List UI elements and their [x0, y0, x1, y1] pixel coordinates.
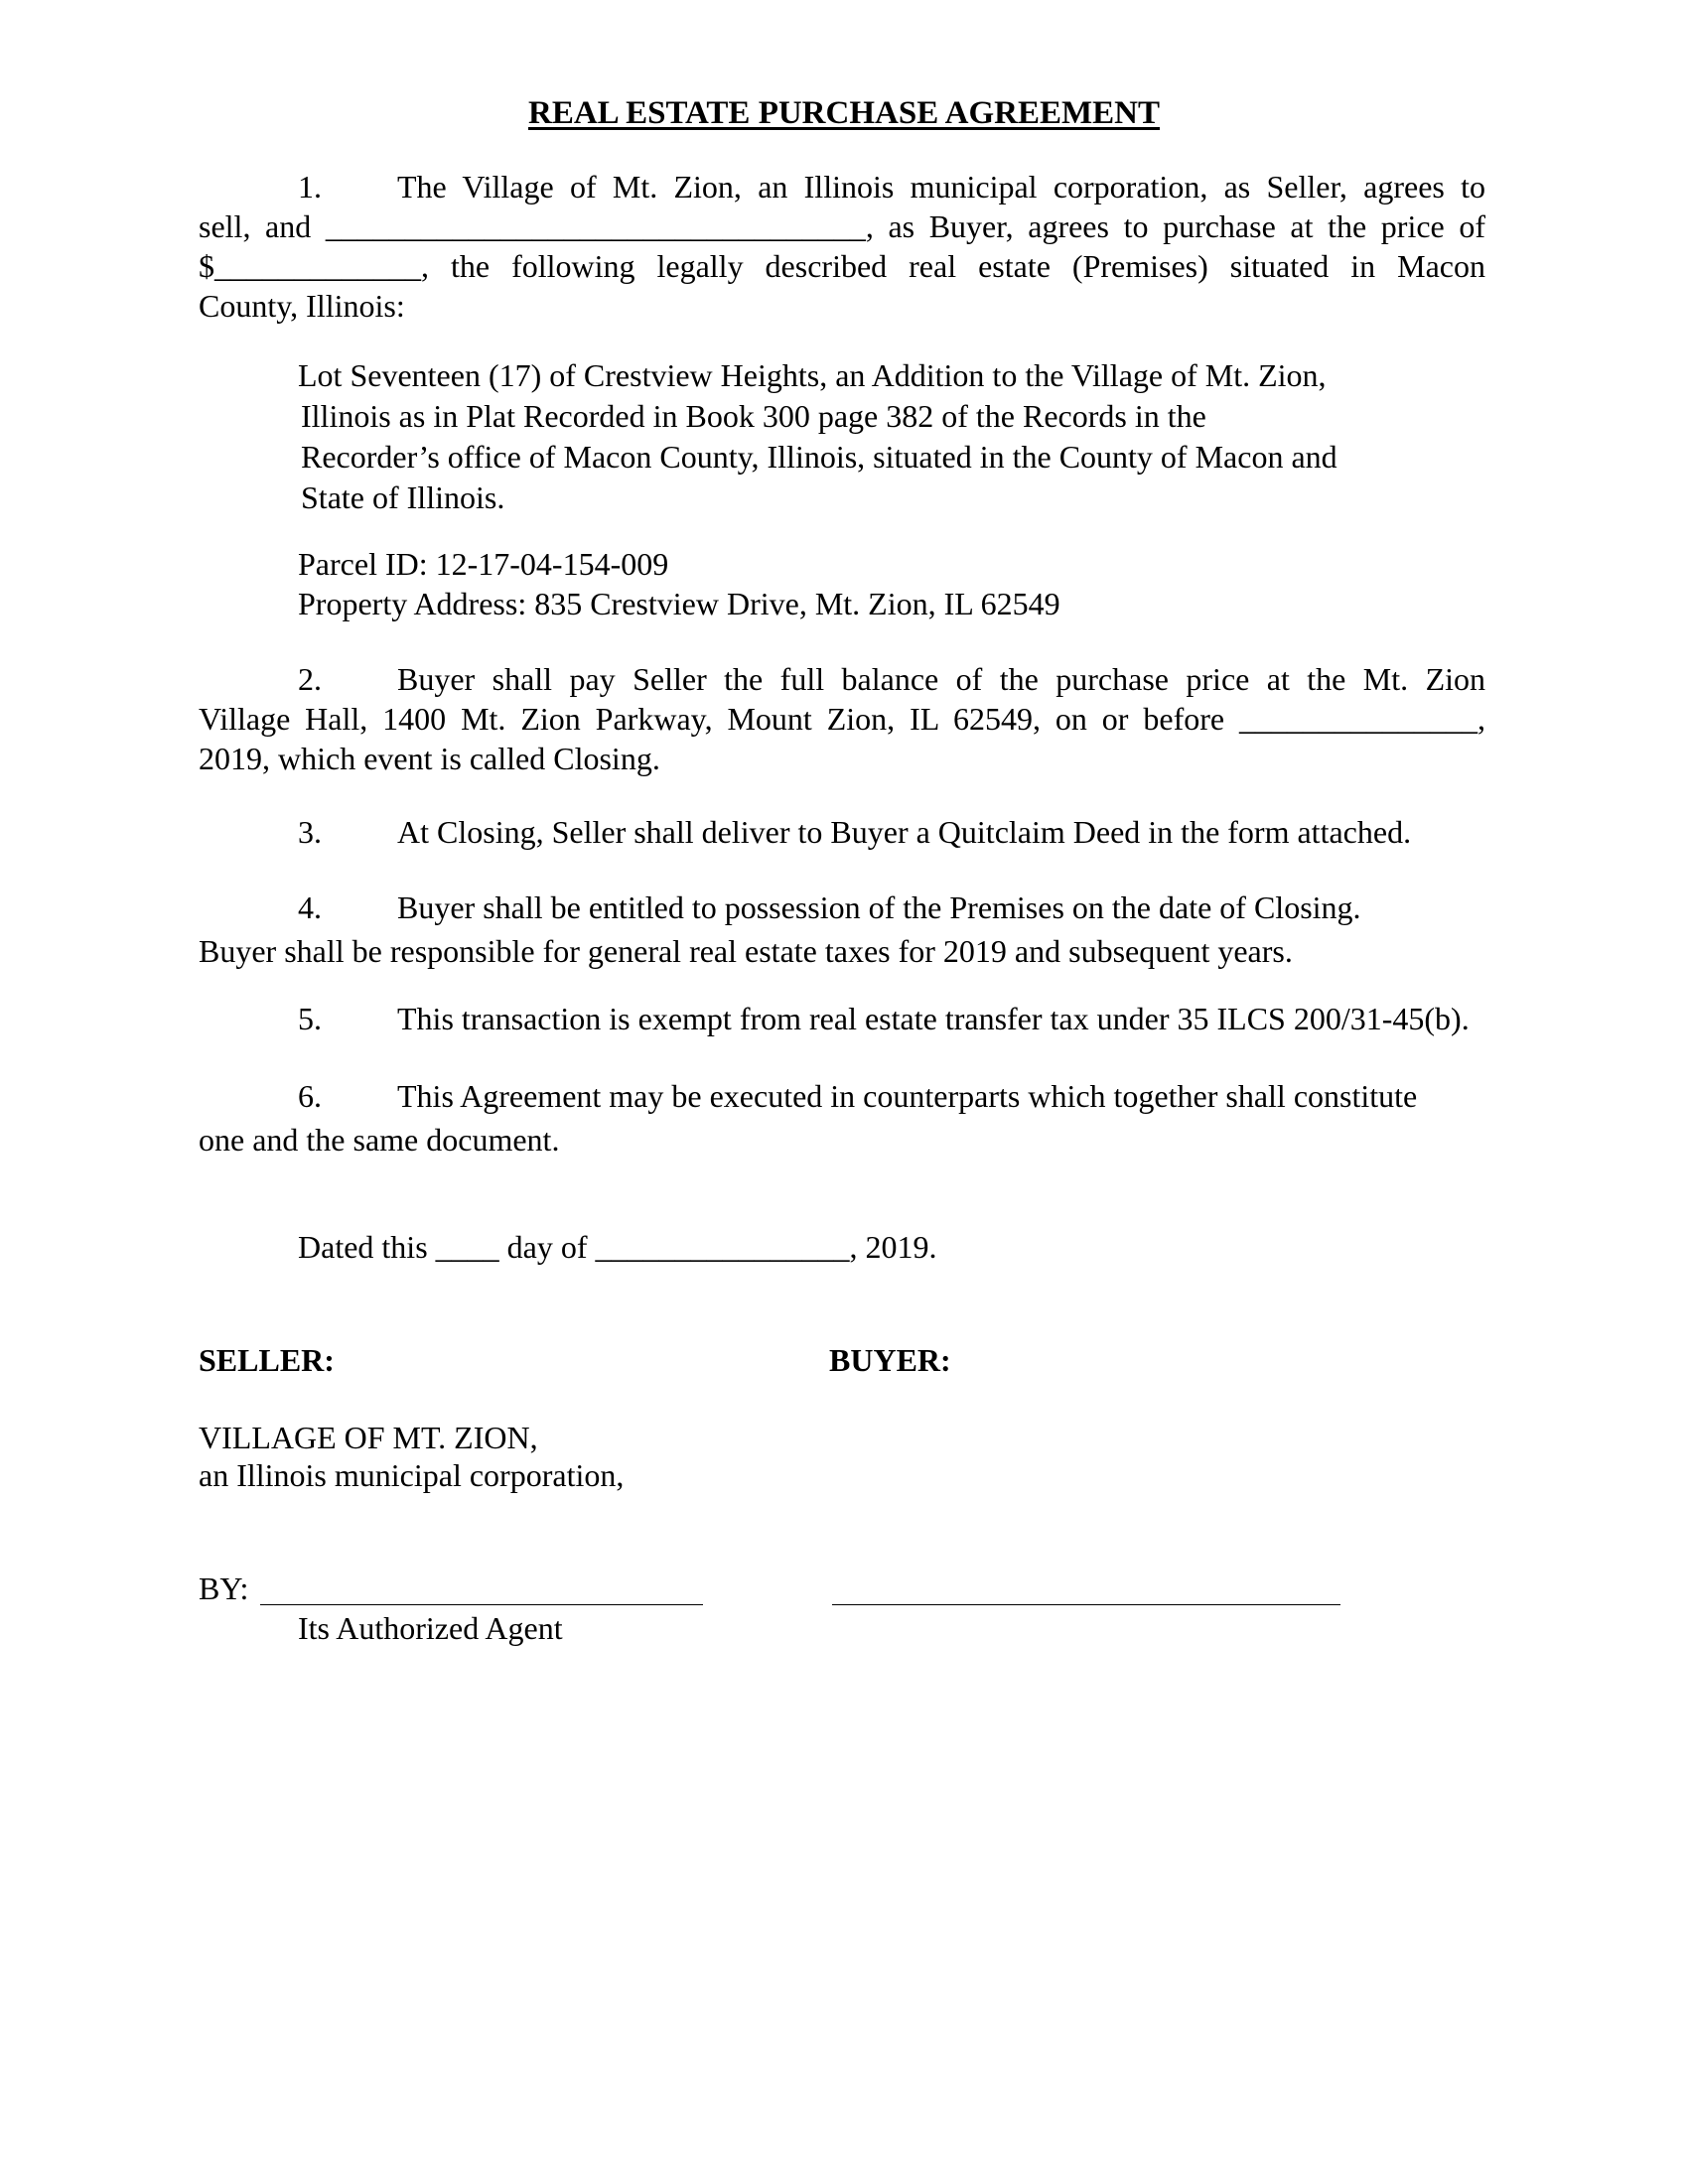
paragraph-2-line-3: 2019, which event is called Closing. — [199, 741, 660, 776]
property-address: Property Address: 835 Crestview Drive, Mt. Zion, IL 62549 — [298, 586, 1060, 621]
paragraph-3-text: At Closing, Seller shall deliver to Buyer a Quitclaim Deed in the form attached. — [397, 814, 1412, 850]
paragraph-2-line-2: Village Hall, 1400 Mt. Zion Parkway, Mount Zion, IL 62549, on or before _______________, — [199, 701, 1485, 737]
paragraph-1-number: 1. — [298, 169, 322, 205]
paragraph-5 — [298, 999, 1470, 1038]
dated-line: Dated this ____ day of ________________, 2019. — [298, 1229, 937, 1265]
paragraph-5-number: 5. — [298, 1001, 322, 1036]
legal-description-line-3: Recorder’s office of Macon County, Illinois, situated in the County of Macon and — [301, 439, 1337, 475]
paragraph-1-line-1: The Village of Mt. Zion, an Illinois municipal corporation, as Seller, agrees to — [397, 169, 1485, 205]
paragraph-1-line-4: County, Illinois: — [199, 288, 405, 324]
buyer-heading: BUYER: — [829, 1342, 951, 1378]
seller-signature-line[interactable] — [260, 1604, 703, 1605]
paragraph-2-number: 2. — [298, 661, 322, 697]
legal-description-line-1: Lot Seventeen (17) of Crestview Heights, an Addition to the Village of Mt. Zion, — [298, 357, 1327, 393]
by-label: BY: — [199, 1570, 249, 1606]
buyer-signature-line[interactable] — [832, 1604, 1340, 1605]
paragraph-4 — [298, 887, 1361, 927]
paragraph-2-line-1: Buyer shall pay Seller the full balance of the purchase price at the Mt. Zion — [397, 661, 1485, 697]
parcel-id: Parcel ID: 12-17-04-154-009 — [298, 546, 669, 582]
paragraph-6-number: 6. — [298, 1078, 322, 1114]
legal-description — [298, 355, 1390, 518]
seller-name: VILLAGE OF MT. ZION, — [199, 1420, 538, 1455]
seller-heading: SELLER: — [199, 1342, 335, 1378]
paragraph-1-line-2: sell, and __________________________________, as Buyer, agrees to purchase at the price of — [199, 208, 1485, 244]
paragraph-3 — [298, 812, 1411, 852]
paragraph-4-line-1: Buyer shall be entitled to possession of the Premises on the date of Closing. — [397, 889, 1361, 925]
authorized-agent-label: Its Authorized Agent — [298, 1610, 563, 1646]
paragraph-1 — [199, 167, 1485, 326]
paragraph-1-line-3: $_____________, the following legally described real estate (Premises) situated in Macon — [199, 248, 1485, 284]
legal-description-line-4: State of Illinois. — [301, 479, 505, 515]
paragraph-6-line-1: This Agreement may be executed in counterparts which together shall constitute — [397, 1078, 1418, 1114]
paragraph-6-line-2: one and the same document. — [199, 1122, 560, 1158]
paragraph-4-line-2: Buyer shall be responsible for general real estate taxes for 2019 and subsequent years. — [199, 933, 1293, 969]
paragraph-5-text: This transaction is exempt from real estate transfer tax under 35 ILCS 200/31-45(b). — [397, 1001, 1470, 1036]
document-title: REAL ESTATE PURCHASE AGREEMENT — [528, 95, 1160, 131]
paragraph-6 — [298, 1076, 1417, 1116]
paragraph-2 — [199, 659, 1485, 778]
paragraph-4-number: 4. — [298, 889, 322, 925]
legal-description-line-2: Illinois as in Plat Recorded in Book 300 page 382 of the Records in the — [301, 398, 1206, 434]
paragraph-3-number: 3. — [298, 814, 322, 850]
seller-description: an Illinois municipal corporation, — [199, 1457, 625, 1493]
